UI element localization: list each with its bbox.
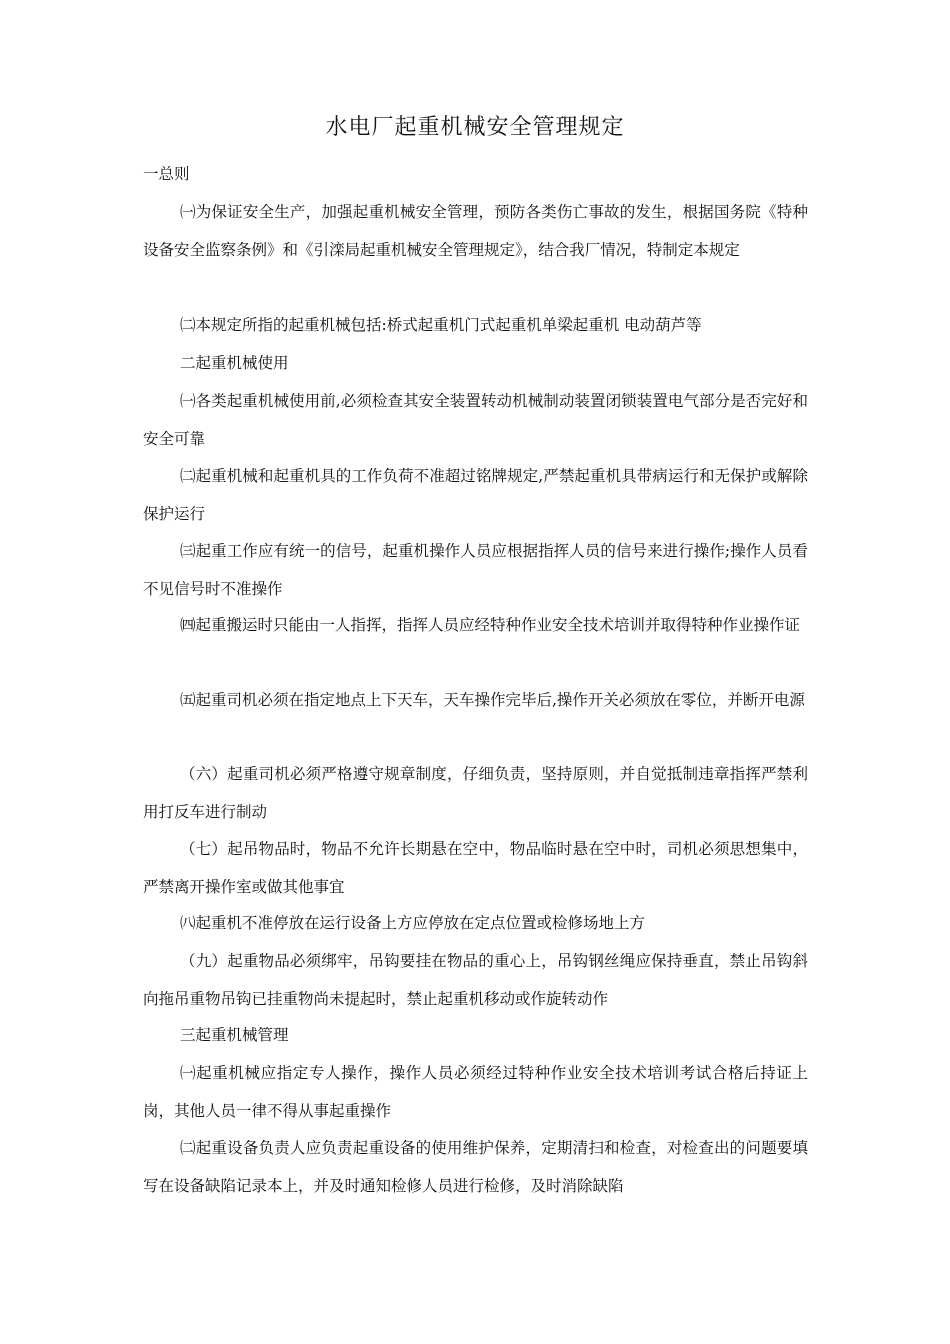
paragraph: ㈡本规定所指的起重机械包括:桥式起重机门式起重机单梁起重机 电动葫芦等 [180,316,702,334]
section-heading: 一总则 [143,165,190,183]
paragraph: ㈢起重工作应有统一的信号，起重机操作人员应根据指挥人员的信号来进行操作;操作人员看不见信号时不准操作 [143,542,808,598]
paragraph: （六）起重司机必须严格遵守规章制度，仔细负责，坚持原则，并自觉抵制违章指挥严禁利用打反车进行制动 [143,765,808,821]
paragraph: ㈣起重搬运时只能由一人指挥，指挥人员应经特种作业安全技术培训并取得特种作业操作证 [180,616,801,634]
paragraph: ㈠各类起重机械使用前,必须检查其安全装置转动机械制动装置闭锁装置电气部分是否完好和安全可靠 [143,392,808,448]
paragraph: ㈤起重司机必须在指定地点上下天车，天车操作完毕后,操作开关必须放在零位，并断开电源 [180,691,805,709]
section-heading: 二起重机械使用 [180,354,289,372]
paragraph: ㈧起重机不准停放在运行设备上方应停放在定点位置或检修场地上方 [180,914,646,932]
paragraph: ㈠为保证安全生产，加强起重机械安全管理，预防各类伤亡事故的发生，根据国务院《特种设备安全监察条例》和《引滦局起重机械安全管理规定》，结合我厂情况，特制定本规定 [143,203,808,259]
section-heading: 三起重机械管理 [180,1026,289,1044]
paragraph: ㈠起重机械应指定专人操作，操作人员必须经过特种作业安全技术培训考试合格后持证上岗，其他人员一律不得从事起重操作 [143,1064,808,1120]
paragraph: （九）起重物品必须绑牢，吊钩要挂在物品的重心上，吊钩钢丝绳应保持垂直，禁止吊钩斜向拖吊重物吊钩已挂重物尚未提起时，禁止起重机移动或作旋转动作 [143,952,808,1008]
document-title: 水电厂起重机械安全管理规定 [325,115,625,140]
paragraph: ㈡起重机械和起重机具的工作负荷不准超过铭牌规定,严禁起重机具带病运行和无保护或解除保护运行 [143,467,808,523]
paragraph: （七）起吊物品时，物品不允许长期悬在空中，物品临时悬在空中时，司机必须思想集中，严禁离开操作室或做其他事宜 [143,840,808,896]
paragraph: ㈡起重设备负责人应负责起重设备的使用维护保养，定期清扫和检查，对检查出的问题要填写在设备缺陷记录本上，并及时通知检修人员进行检修，及时消除缺陷 [143,1139,808,1195]
